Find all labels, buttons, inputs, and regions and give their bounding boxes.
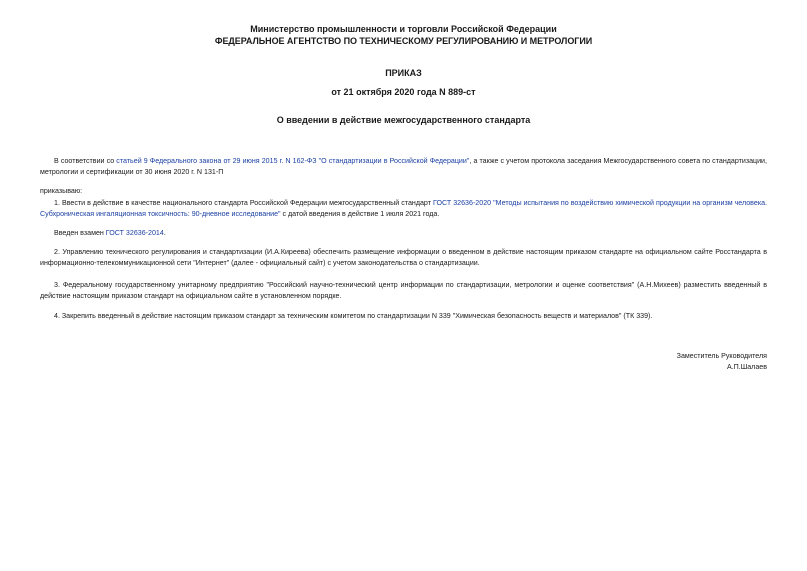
clause-3-paragraph: 3. Федеральному государственному унитарному предприятию "Российский научно-технический центр информации по стандартизации, метрологии и оценке соответствия" (А.Н.Михеев) разместить введенный в действие настоящим приказом стандарт на официальном сайте в установленном порядке.: [40, 281, 767, 300]
clause-4-paragraph: 4. Закрепить введенный в действие настоящим приказом стандарт за техническим комитетом по стандартизации N 339 "Химическая безопасность веществ и материалов" (ТК 339).: [54, 312, 653, 320]
agency-title: ФЕДЕРАЛЬНОЕ АГЕНТСТВО ПО ТЕХНИЧЕСКОМУ РЕГУЛИРОВАНИЮ И МЕТРОЛОГИИ: [214, 36, 593, 46]
replaced-text: Введен взамен: [54, 229, 106, 237]
ministry-title: Министерство промышленности и торговли Российской Федерации: [250, 24, 557, 34]
signatory-position: Заместитель Руководителя: [676, 352, 767, 360]
replaced-text-end: .: [163, 229, 166, 237]
document-subject: О введении в действие межгосударственного стандарта: [276, 115, 531, 125]
order-word: приказываю:: [40, 187, 83, 195]
federal-law-link[interactable]: статьей 9 Федерального закона от 29 июня 2015 г. N 162-ФЗ "О стандартизации в Российской Федерации": [116, 157, 470, 165]
document-type: ПРИКАЗ: [385, 68, 422, 78]
signatory-name: А.П.Шалаев: [726, 363, 767, 371]
clause-2-paragraph: 2. Управлению технического регулирования и стандартизации (И.А.Киреева) обеспечить размещение информации о введенном в действие настоящим приказом стандарте на официальном сайте Росстандарта в информационно-телекоммуникационной сети "Интернет" (далее - официальный сайт) с учетом законодательства о стандартизации.: [40, 248, 767, 267]
preamble-paragraph: [40, 156, 767, 177]
clause-1-paragraph: [40, 198, 767, 219]
clause-1-text-start: 1. Ввести в действие в качестве национального стандарта Российской Федерации межгосударственный стандарт: [54, 199, 433, 207]
gost-32636-2020-link[interactable]: ГОСТ 32636-2020 "Методы испытания по воздействию химической продукции на организм человека. Субхроническая ингаляционная токсичность: 90-дневное исследование": [40, 199, 767, 218]
clause-1-text-end: с датой введения в действие 1 июля 2021 года.: [280, 209, 440, 218]
document-date-number: от 21 октября 2020 года N 889-ст: [331, 87, 476, 97]
preamble-text-start: В соответствии со: [54, 157, 117, 165]
preamble-text-end: , а также с учетом протокола заседания Межгосударственного совета по стандартизации, метрологии и сертификации от 30 июня 2020 г. N 131-П: [40, 157, 767, 176]
replaced-standard-paragraph: [40, 228, 767, 239]
gost-32636-2014-link[interactable]: ГОСТ 32636-2014: [105, 229, 164, 237]
